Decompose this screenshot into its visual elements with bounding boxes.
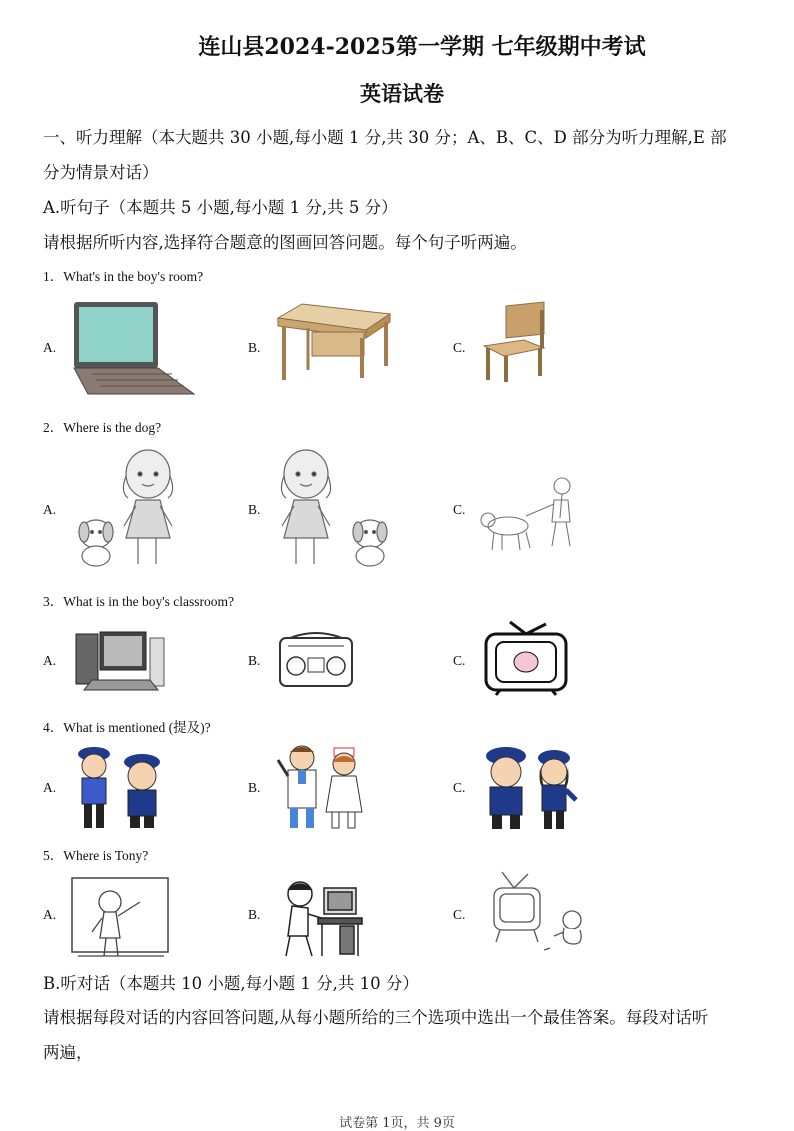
- question-1: [43, 265, 203, 285]
- girl-walking-dog-icon: [478, 474, 584, 556]
- police-couple-icon: [478, 742, 578, 832]
- partA-heading: A.听句子（本题共 5 小题,每小题 1 分,共 5 分）: [43, 198, 398, 217]
- question-5: [43, 844, 148, 864]
- page-footer: 试卷第 1页，共 9页: [339, 1116, 455, 1131]
- option-a-label: A.: [43, 653, 57, 668]
- question-number: 2．: [43, 420, 64, 435]
- partA-instruction: 请根据所听内容,选择符合题意的图画回答问题。每个句子听两遍。: [43, 233, 527, 252]
- option-a-label: A.: [43, 502, 57, 517]
- desk-icon: [272, 300, 394, 384]
- partB-instruction-line1: 请根据每段对话的内容回答问题,从每小题所给的三个选项中选出一个最佳答案。每段对话听: [43, 1008, 709, 1027]
- option-a-label: A.: [43, 780, 57, 795]
- option-c-label: C.: [453, 907, 466, 922]
- question-3: [43, 590, 234, 610]
- option-a-label: A.: [43, 907, 57, 922]
- option-b-label: B.: [248, 907, 261, 922]
- option-b-label: B.: [248, 502, 261, 517]
- section1-heading-line2: 分为情景对话）: [43, 163, 159, 182]
- exam-title: 连山县2024-2025第一学期 七年级期中考试: [198, 34, 646, 60]
- laptop-icon: [68, 298, 198, 400]
- girl-dog-right-icon: [276, 446, 394, 570]
- section1-heading-line1: 一、听力理解（本大题共 30 小题,每小题 1 分,共 30 分；A、B、C、D 部分为听力理解,E 部: [43, 128, 727, 147]
- question-text: Where is the dog?: [63, 420, 162, 435]
- option-c-label: C.: [453, 502, 466, 517]
- doctor-nurse-icon: [272, 742, 372, 832]
- question-number: 4．: [43, 720, 64, 735]
- question-2: [43, 416, 161, 436]
- baby-tv-icon: [484, 870, 590, 956]
- question-number: 1．: [43, 269, 64, 284]
- boy-computer-icon: [278, 874, 364, 960]
- option-b-label: B.: [248, 780, 261, 795]
- question-number: 5．: [43, 848, 64, 863]
- option-c-label: C.: [453, 340, 466, 355]
- option-b-label: B.: [248, 340, 261, 355]
- girl-dog-left-icon: [72, 446, 184, 570]
- tv-icon: [480, 620, 572, 696]
- option-a-label: A.: [43, 340, 57, 355]
- question-4: [43, 716, 211, 736]
- question-text: What's in the boy's room?: [63, 269, 204, 284]
- policemen-icon: [72, 744, 168, 832]
- radio-icon: [276, 628, 356, 690]
- chair-icon: [478, 300, 550, 384]
- option-c-label: C.: [453, 780, 466, 795]
- option-b-label: B.: [248, 653, 261, 668]
- question-text: What is in the boy's classroom?: [63, 594, 235, 609]
- computer-icon: [70, 624, 168, 692]
- exam-subtitle: 英语试卷: [360, 81, 444, 106]
- option-c-label: C.: [453, 653, 466, 668]
- question-text: What is mentioned (提及)?: [63, 720, 211, 735]
- boy-blackboard-icon: [68, 872, 172, 962]
- question-text: Where is Tony?: [63, 848, 149, 863]
- partB-instruction-line2: 两遍，: [43, 1043, 93, 1062]
- partB-heading: B.听对话（本题共 10 小题,每小题 1 分,共 10 分）: [43, 974, 419, 993]
- question-number: 3．: [43, 594, 64, 609]
